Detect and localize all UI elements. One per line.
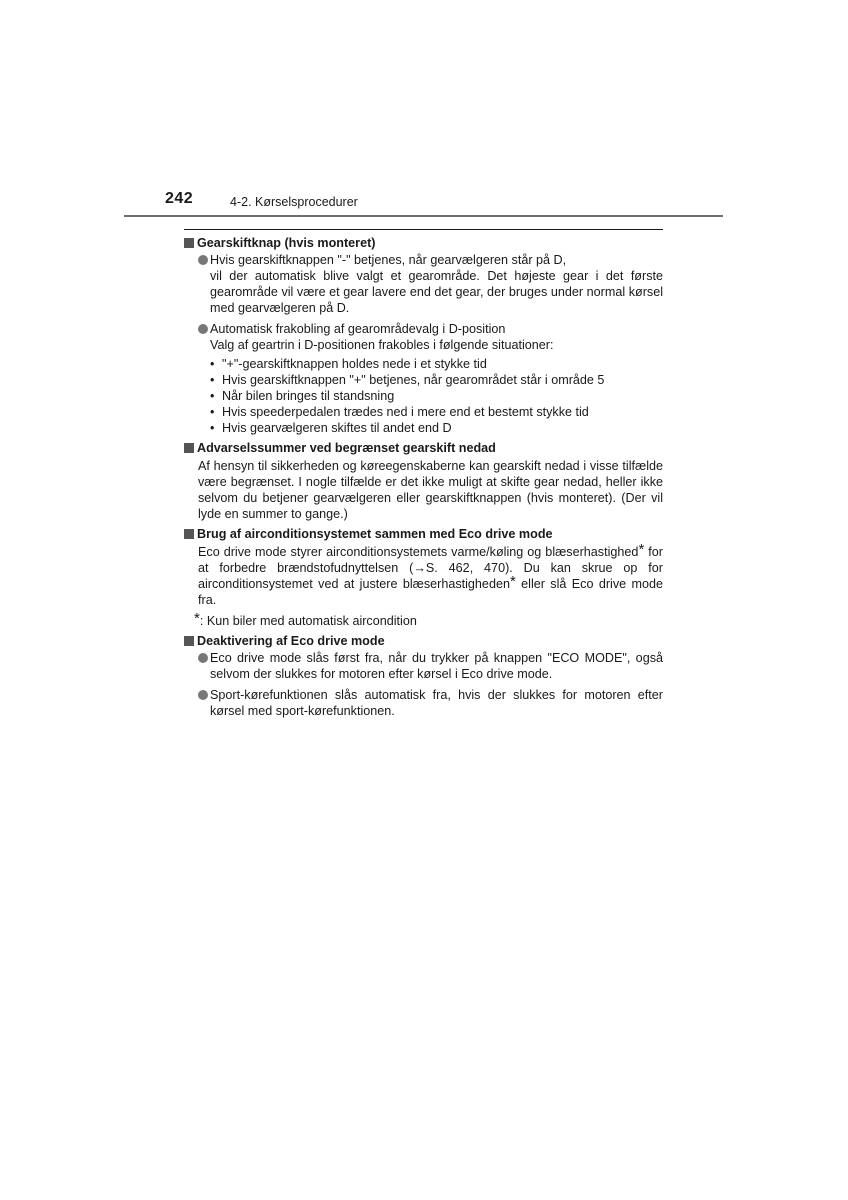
footnote-marker: * bbox=[194, 610, 200, 627]
section-downshift-buzzer bbox=[184, 440, 663, 522]
square-bullet-icon bbox=[184, 238, 194, 248]
footnote-marker: * bbox=[509, 573, 516, 590]
square-bullet-icon bbox=[184, 636, 194, 646]
section-gearshift-button bbox=[184, 235, 663, 436]
list-item bbox=[184, 252, 663, 316]
situation-item: • Hvis gearvælgeren skiftes til andet end D bbox=[210, 420, 663, 436]
section-title-text: Deaktivering af Eco drive mode bbox=[197, 634, 385, 648]
situation-item: • Når bilen bringes til standsning bbox=[210, 388, 663, 404]
list-item bbox=[184, 687, 663, 719]
circle-bullet-icon bbox=[198, 255, 208, 265]
section-title bbox=[184, 440, 663, 456]
content-body bbox=[184, 235, 663, 719]
situation-list bbox=[210, 356, 663, 436]
footnote bbox=[184, 610, 663, 629]
circle-bullet-icon bbox=[198, 324, 208, 334]
section-eco-deactivation bbox=[184, 633, 663, 719]
footnote-marker: * bbox=[638, 541, 645, 558]
paragraph-text: for at forbedre brændstofudnyttelsen (→S. 462, 470). Du kan skrue op for airconditionsystemet ved at justere blæserhastigheden bbox=[198, 545, 663, 591]
circle-bullet-icon bbox=[198, 653, 208, 663]
section-paragraph: Af hensyn til sikkerheden og køreegenskaberne kan gearskift nedad i visse tilfælde være begrænset. I nogle tilfælde er det ikke muligt at skifte gear nedad, heller ikke selvom du betjener gearvælgeren eller gearskiftknappen (hvis monteret). (Der vil lyde en summer to gange.) bbox=[198, 459, 663, 521]
paragraph-text: eller slå Eco drive mode fra. bbox=[198, 577, 663, 607]
section-title-text: Advarselssummer ved begrænset gearskift nedad bbox=[197, 441, 496, 455]
bullet-line: vil der automatisk blive valgt et gearområde. Det højeste gear i det første gearområde vil være et gear lavere end det gear, der bruges under normal kørsel med gearvælgeren på D. bbox=[210, 269, 663, 315]
bullet-line: Hvis gearskiftknappen "-" betjenes, når gearvælgeren står på D, bbox=[210, 253, 567, 267]
circle-bullet-icon bbox=[198, 690, 208, 700]
situation-item: • "+"-gearskiftknappen holdes nede i et stykke tid bbox=[210, 356, 663, 372]
bullet-line: Sport-kørefunktionen slås automatisk fra, hvis der slukkes for motoren efter kørsel med sport-kørefunktionen. bbox=[210, 688, 663, 718]
section-title bbox=[184, 633, 663, 649]
section-header: 4-2. Kørselsprocedurer bbox=[230, 195, 358, 209]
bullet-line: Eco drive mode slås først fra, når du trykker på knappen "ECO MODE", også selvom der slukkes for motoren efter kørsel i Eco drive mode. bbox=[210, 651, 663, 681]
list-item bbox=[184, 321, 663, 436]
section-title bbox=[184, 235, 663, 251]
square-bullet-icon bbox=[184, 443, 194, 453]
page-number: 242 bbox=[165, 190, 194, 207]
square-bullet-icon bbox=[184, 529, 194, 539]
situation-item: • Hvis gearskiftknappen "+" betjenes, når gearområdet står i område 5 bbox=[210, 372, 663, 388]
paragraph-text: Eco drive mode styrer airconditionsystemets varme/køling og blæserhastighed bbox=[198, 545, 639, 559]
section-title bbox=[184, 526, 663, 542]
header-rule bbox=[124, 215, 723, 217]
footnote-text: : Kun biler med automatisk aircondition bbox=[199, 614, 417, 628]
bullet-line: Automatisk frakobling af gearområdevalg i D-position bbox=[210, 322, 506, 336]
section-title-text: Brug af airconditionsystemet sammen med Eco drive mode bbox=[197, 527, 553, 541]
section-aircon-eco bbox=[184, 526, 663, 629]
content-top-rule bbox=[184, 229, 663, 230]
bullet-line: Valg af geartrin i D-positionen frakobles i følgende situationer: bbox=[210, 338, 554, 352]
section-title-text: Gearskiftknap (hvis monteret) bbox=[197, 236, 376, 250]
situation-item: • Hvis speederpedalen trædes ned i mere end et bestemt stykke tid bbox=[210, 404, 663, 420]
section-paragraph bbox=[184, 541, 663, 608]
list-item bbox=[184, 650, 663, 682]
